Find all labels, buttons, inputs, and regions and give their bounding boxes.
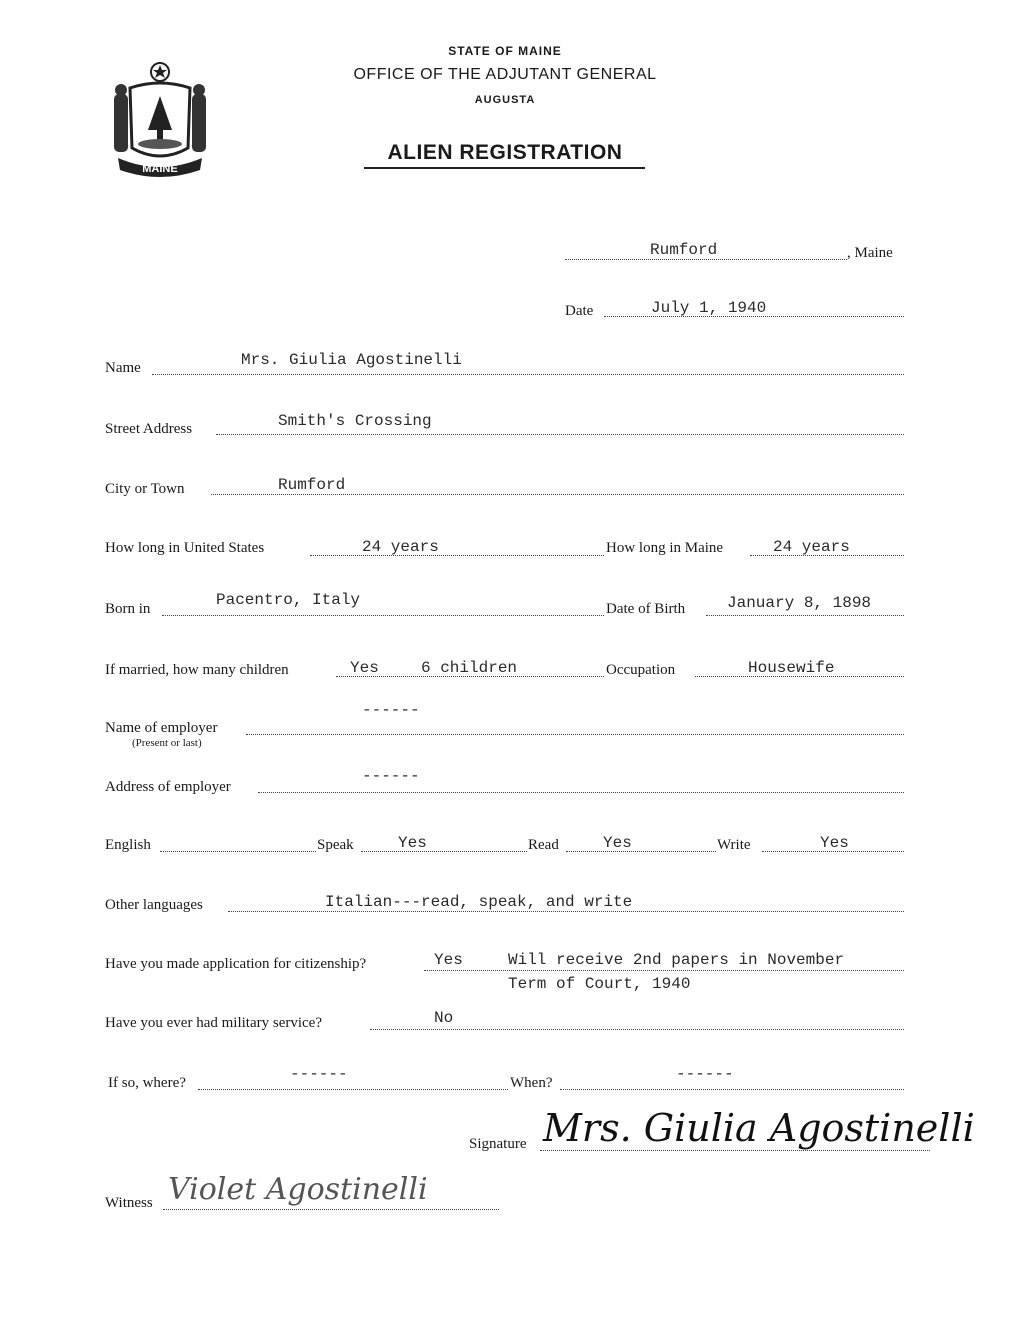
witness-value: Violet Agostinelli [168, 1172, 428, 1207]
name-label: Name [105, 360, 141, 376]
dotted-leader-line [162, 615, 604, 616]
citizenship-value-a: Yes [434, 951, 463, 969]
street-value: Smith's Crossing [278, 412, 432, 430]
read-value: Yes [603, 834, 632, 852]
where-label: If so, where? [108, 1075, 186, 1091]
occupation-value: Housewife [748, 659, 835, 677]
dotted-leader-line [258, 792, 904, 793]
us-duration-value: 24 years [362, 538, 439, 556]
signature-label: Signature [469, 1136, 527, 1152]
write-value: Yes [820, 834, 849, 852]
witness-label: Witness [105, 1195, 153, 1211]
header-city: AUGUSTA [474, 94, 536, 106]
married-value-b: 6 children [421, 659, 518, 677]
write-label: Write [717, 837, 751, 853]
english-label: English [105, 837, 151, 853]
occupation-label: Occupation [606, 662, 676, 678]
dotted-leader-line [706, 615, 904, 616]
dob-value: January 8, 1898 [727, 594, 872, 612]
date-label: Date [565, 303, 594, 319]
married-label: If married, how many children [105, 662, 289, 678]
employer-sublabel: (Present or last) [132, 737, 202, 749]
state-seal-icon [108, 58, 212, 178]
place-suffix: , Maine [847, 245, 893, 261]
dotted-leader-line [228, 911, 904, 912]
dotted-leader-line [565, 259, 847, 260]
date-value: July 1, 1940 [651, 299, 767, 317]
title-underline [364, 167, 645, 169]
dotted-leader-line [540, 1150, 930, 1151]
speak-value: Yes [398, 834, 427, 852]
dotted-leader-line [246, 734, 904, 735]
header-office: OFFICE OF THE ADJUTANT GENERAL [353, 66, 657, 83]
employer-address-value: ------ [362, 767, 420, 785]
name-value: Mrs. Giulia Agostinelli [241, 351, 462, 369]
city-value: Rumford [278, 476, 346, 494]
dotted-leader-line [424, 970, 904, 971]
header-state: STATE OF MAINE [448, 44, 562, 58]
place-value: Rumford [650, 241, 718, 259]
dotted-leader-line [370, 1029, 904, 1030]
military-label: Have you ever had military service? [105, 1015, 322, 1031]
military-value: No [434, 1009, 454, 1027]
other-languages-value: Italian---read, speak, and write [325, 893, 633, 911]
signature-value: Mrs. Giulia Agostinelli [543, 1106, 975, 1150]
maine-duration-value: 24 years [773, 538, 850, 556]
when-value: ------ [676, 1065, 734, 1083]
seal-banner-text: MAINE [142, 163, 178, 175]
speak-label: Speak [317, 837, 354, 853]
where-value: ------ [290, 1065, 348, 1083]
city-label: City or Town [105, 481, 185, 497]
dotted-leader-line [216, 434, 904, 435]
citizenship-label: Have you made application for citizenship? [105, 956, 367, 972]
street-label: Street Address [105, 421, 193, 437]
other-languages-label: Other languages [105, 897, 203, 913]
dotted-leader-line [560, 1089, 904, 1090]
dotted-leader-line [163, 1209, 499, 1210]
born-label: Born in [105, 601, 151, 617]
dotted-leader-line [160, 851, 316, 852]
form-title: ALIEN REGISTRATION [387, 141, 623, 164]
dotted-leader-line [152, 374, 904, 375]
married-value-a: Yes [350, 659, 379, 677]
dob-label: Date of Birth [606, 601, 686, 617]
employer-value: ------ [362, 701, 420, 719]
us-duration-label: How long in United States [105, 540, 265, 556]
citizenship-value-c: Term of Court, 1940 [508, 975, 691, 993]
employer-address-label: Address of employer [105, 779, 231, 795]
read-label: Read [528, 837, 559, 853]
dotted-leader-line [361, 851, 527, 852]
dotted-leader-line [566, 851, 716, 852]
when-label: When? [510, 1075, 553, 1091]
born-value: Pacentro, Italy [216, 591, 361, 609]
citizenship-value-b: Will receive 2nd papers in November [508, 951, 845, 969]
employer-label: Name of employer [105, 720, 218, 736]
maine-duration-label: How long in Maine [606, 540, 724, 556]
dotted-leader-line [310, 555, 604, 556]
dotted-leader-line [198, 1089, 508, 1090]
dotted-leader-line [211, 494, 904, 495]
